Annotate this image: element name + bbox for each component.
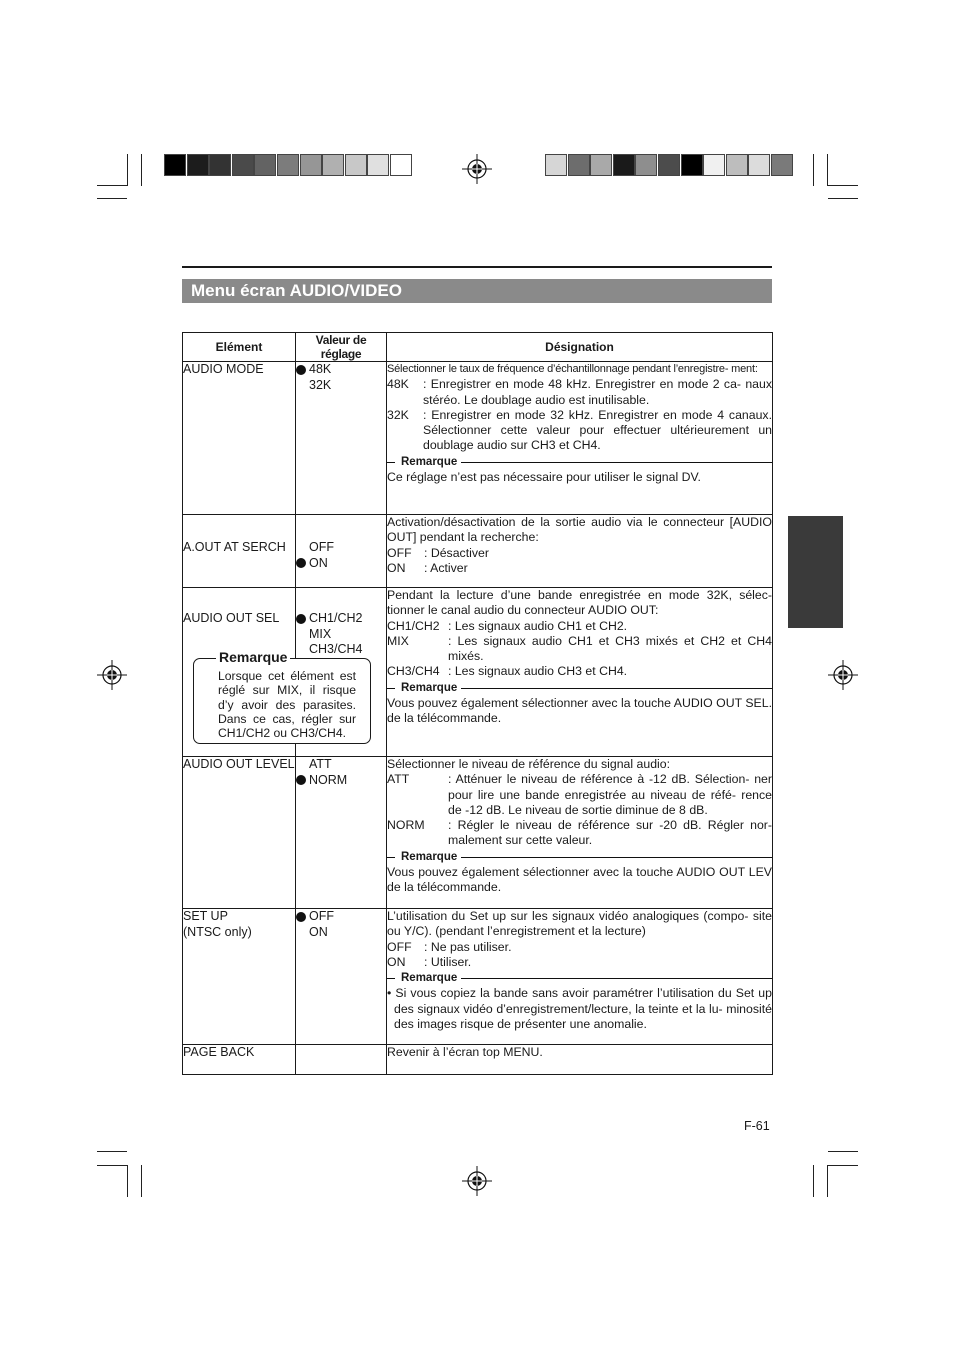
value-cell: ATT NORM	[296, 757, 387, 909]
designation-cell: L’utilisation du Set up sur les signaux vidéo analogiques (compo- site ou Y/C). (pendant l’enregistrement et la lecture) OFF : Ne pas utiliser. ON : Utiliser. Remarque • Si vous copiez la bande sans avoir paramétrer l’utilisation du Set up des signaux vidéo d’enregistrement/lecture, la teinte et la lu- minosité des images risque de présenter une anomalie.	[387, 909, 773, 1045]
section-title-band	[182, 279, 772, 303]
page-number: F-61	[744, 1119, 770, 1133]
value-cell	[296, 1045, 387, 1075]
table-row	[183, 515, 773, 588]
table-header-row	[183, 333, 773, 362]
element-cell: A.OUT AT SERCH	[183, 515, 296, 588]
element-cell: AUDIO OUT LEVEL	[183, 757, 296, 909]
table-row	[183, 909, 773, 1045]
value-cell: OFF ON	[296, 515, 387, 588]
remark-divider: Remarque	[387, 971, 772, 986]
remark-divider: Remarque	[387, 850, 772, 865]
value-cell: CH1/CH2 MIX CH3/CH4	[296, 588, 387, 757]
column-header-value: Valeur de réglage	[296, 333, 387, 362]
designation-cell: Revenir à l’écran top MENU.	[387, 1045, 773, 1075]
table-row	[183, 757, 773, 909]
element-cell: SET UP (NTSC only)	[183, 909, 296, 1045]
designation-cell: Activation/désactivation de la sortie audio via le connecteur [AUDIO OUT] pendant la recherche: OFF : Désactiver ON : Activer	[387, 515, 773, 588]
element-cell: PAGE BACK	[183, 1045, 296, 1075]
element-cell: AUDIO OUT SEL	[183, 588, 296, 757]
registration-target-icon	[462, 1166, 492, 1196]
remark-divider: Remarque	[387, 681, 772, 696]
table-row	[183, 362, 773, 515]
designation-cell: Pendant la lecture d’une bande enregistrée en mode 32K, sélec- tionner le canal audio du connecteur AUDIO OUT: CH1/CH2 : Les signaux audio CH1 et CH2. MIX : Les signaux audio CH1 et CH3 mixés et CH2 et CH4 mixés. CH3/CH4 : Les signaux audio CH3 et CH4. Remarque Vous pouvez également sélectionner avec la touche AUDIO OUT SEL. de la télécommande.	[387, 588, 773, 757]
callout-text: Lorsque cet élément est réglé sur MIX, il risque d’y avoir des parasites. Dans ce cas, régler sur CH1/CH2 ou CH3/CH4.	[218, 669, 356, 741]
top-rule	[182, 266, 772, 268]
registration-target-icon	[97, 660, 127, 690]
color-bar-left	[164, 154, 413, 176]
page-title: Menu écran AUDIO/VIDEO	[191, 281, 402, 300]
remark-divider: Remarque	[387, 455, 772, 470]
element-cell: AUDIO MODE	[183, 362, 296, 515]
column-header-element: Elément	[183, 333, 296, 362]
registration-target-icon	[828, 660, 858, 690]
default-value-icon	[296, 365, 306, 375]
registration-target-icon	[462, 154, 492, 184]
callout-title: Remarque	[216, 649, 290, 665]
value-cell: OFF ON	[296, 909, 387, 1045]
designation-cell: Sélectionner le taux de fréquence d’échantillonnage pendant l’enregistre- ment: 48K : Enregistrer en mode 48 kHz. Enregistrer en mode 2 ca- naux stéréo. Le doublage audio est inutilisable. 32K : Enregistrer en mode 32 kHz. Enregistrer en mode 4 canaux. Sélectionner cette valeur pour effectuer ultérieurement un doublage audio sur CH3 et CH4. Remarque Ce réglage n’est pas nécessaire pour utiliser le signal DV.	[387, 362, 773, 515]
value-cell: 48K 32K	[296, 362, 387, 515]
default-value-icon	[296, 614, 306, 624]
default-value-icon	[296, 912, 306, 922]
default-value-icon	[296, 775, 306, 785]
designation-cell: Sélectionner le niveau de référence du signal audio: ATT : Atténuer le niveau de référence à -12 dB. Sélection- ner pour lire une bande enregistrée au niveau de réfé- rence de -12 dB. Le niveau de sortie diminue de 8 dB. NORM : Régler le niveau de référence sur -20 dB. Régler nor- malement sur cette valeur. Remarque Vous pouvez également sélectionner avec la touche AUDIO OUT LEV de la télécommande.	[387, 757, 773, 909]
color-bar-right	[545, 154, 794, 176]
remark-callout	[193, 649, 371, 744]
chapter-side-tab	[788, 516, 843, 628]
column-header-designation: Désignation	[387, 333, 773, 362]
default-value-icon	[296, 558, 306, 568]
table-row	[183, 1045, 773, 1075]
